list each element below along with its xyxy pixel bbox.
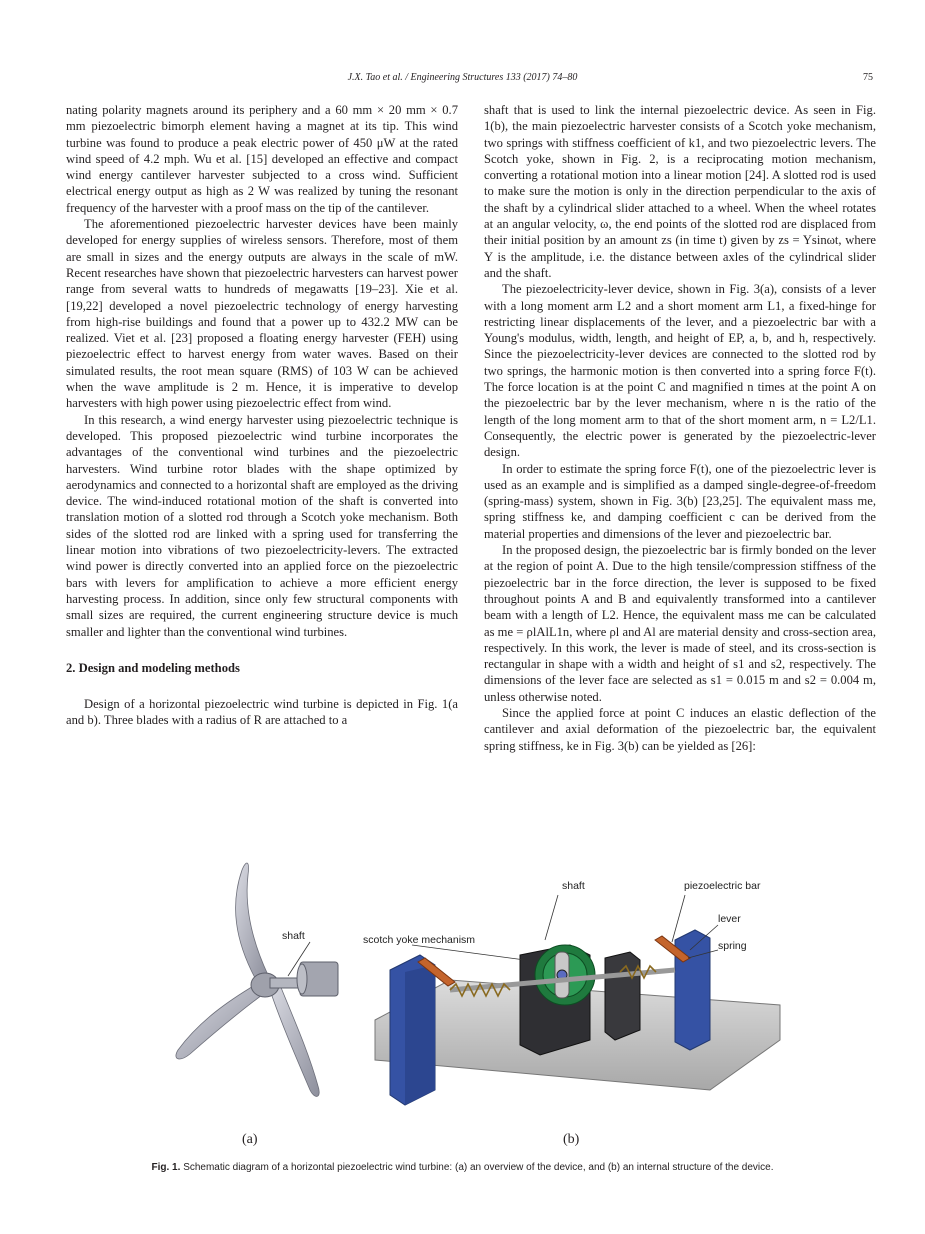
sublabel-b: (b) [563,1132,580,1147]
figure-1 [150,850,800,1150]
label-lever: lever [718,913,741,925]
left-paragraph-2: The aforementioned piezoelectric harvester devices have been mainly developed for energy supplies of wireless sensors. Therefore, most of them are small in sizes and the energy outputs are always in the scale of mW. Recent researches have shown that piezoelectric harvesters can harvest power range from several watts to hundreds of megawatts [19–23]. Xie et al. [19,22] developed a novel piezoelectric technology of energy harvesting from high-rise buildings and found that a power up to 432.2 MW can be realized. Viet et al. [23] proposed a floating energy harvester (FEH) using piezoelectric effect to harvest energy from water waves. Based on their simulated results, the root mean square (RMS) of 103 W can be achieved when the wave amplitude is 2 m. Hence, it is imperative to develop harvesters with high power using piezoelectric effect from wind. [66,217,458,411]
right-paragraph-1: shaft that is used to link the internal piezoelectric device. As seen in Fig. 1(b), the main piezoelectric harvester consists of a Scotch yoke mechanism, two springs with stiffness coefficient of k1, and two piezoelectric levers. The Scotch yoke, shown in Fig. 2, is a reciprocating motion mechanism, converting a rotational motion into a linear motion [24]. A slotted rod is used to make sure the motion is only in the direction perpendicular to the axis of the shaft by a cylindrical slider attached to a wheel. When the wheel rotates at an angular velocity, ω, the end points of the slotted rod are displaced from their initial position by an amount zs (in time t) given by zs = Ysinωt, where Y is the amplitude, i.e. the distance between axles of the cylindrical slider and the shaft. [484,103,876,280]
right-paragraph-2: The piezoelectricity-lever device, shown in Fig. 3(a), consists of a lever with a long moment arm L2 and a short moment arm L1, a fixed-hinge for restricting linear displacements of the lever, and a piezoelectric bar with a Young's modulus, width, length, and height of EP, a, b, and h, respectively. Since the piezoelectricity-lever devices are connected to the slotted rod by two springs, the harmonic motion is then converted into a spring force F(t). The force location is at the point C and magnified n times at the point A on the piezoelectric bar by the lever mechanism, where n is the ratio of the length of the long moment arm to that of the short moment arm, n = L2/L1. Consequently, the electric power is generated by the piezoelectric-lever design. [484,282,876,460]
right-paragraph-5: Since the applied force at point C induces an elastic deflection of the cantilever and axial deformation of the piezoelectric bar, the equivalent spring stiffness, ke in Fig. 3(b) can be yielded as [26]: [484,705,876,753]
left-paragraph-4: Design of a horizontal piezoelectric wind turbine is depicted in Fig. 1(a and b). Three blades with a radius of R are attached to a [66,697,458,728]
right-column [484,102,876,754]
running-title: J.X. Tao et al. / Engineering Structures 133 (2017) 74–80 [347,72,578,83]
wind-turbine-drawing [176,863,338,1096]
left-paragraph-3: In this research, a wind energy harvester using piezoelectric technique is developed. This proposed piezoelectric wind turbine incorporates the advantages of the conventional wind turbines and the piezoelectric harvesters. Wind turbine rotor blades with the shape optimized by aerodynamics and connected to a horizontal shaft are employed as the driving device. The wind-induced rotational motion of the shaft is converted into translation motion of a slotted rod through a Scotch yoke mechanism. Both sides of the slotted rod are linked with a spring used for transferring the linear motion into vibrations of two piezoelectricity-levers. The extracted wind power is directly converted into an applied force on the piezoelectric bars with levers for amplification to achieve a more efficient energy harvesting process. In addition, since only few structural components with small sizes are required, the current engineering structure device is much smaller and lighter than the conventional wind turbines. [66,412,459,639]
label-shaft-b: shaft [562,880,585,892]
page-number: 75 [863,72,873,83]
figure-illustration [150,850,800,1150]
left-paragraph-1: nating polarity magnets around its periphery and a 60 mm × 20 mm × 0.7 mm piezoelectric bimorph element having a magnet at its tip. This wind turbine was found to produce a peak electric power of 450 μW at the rated wind speed of 4.2 mph. Wu et al. [15] developed an effective and compact wind energy cantilever harvester subjected to a cross wind. Sufficient electrical energy output as high as 2 W was realized by tuning the resonant frequency of the harvester with a proof mass on the tip of the cantilever. [66,103,458,215]
label-scotch-yoke: scotch yoke mechanism [363,934,476,946]
left-column [66,102,458,729]
internal-structure-drawing [375,895,780,1105]
right-paragraph-3: In order to estimate the spring force F(t), one of the piezoelectric lever is used as an example and is simplified as a damped single-degree-of-freedom (spring-mass) system, shown in Fig. 3(b) [23,25]. The equivalent mass me, spring stiffness ke, and damping coefficient c can be derived from the material properties and dimensions of the lever and piezoelectric bar. [484,461,876,541]
section-heading: 2. Design and modeling methods [66,660,240,675]
page-header [0,72,925,88]
figure-caption [60,1162,865,1173]
label-shaft-a: shaft [282,930,305,942]
caption-label: Fig. 1. [151,1162,181,1173]
right-paragraph-4: In the proposed design, the piezoelectric bar is firmly bonded on the lever at the region of point A. Due to the high tensile/compression stiffness of the piezoelectric bar in the force direction, the lever is supposed to be fixed throughout points A and B and equivalently transformed into a cantilever beam with a length of L2. Hence, the equivalent mass me can be calculated as me = ρlAlL1n, where ρl and Al are material density and cross-section area, respectively. In this work, the lever is made of steel, and its cross-section is rectangular in shape with a width and height of s1 and s2, respectively. The dimensions of the lever face are selected as s1 = 0.015 m and s2 = 0.004 m, unless otherwise noted. [484,543,876,704]
label-spring: spring [718,940,747,952]
caption-text: Schematic diagram of a horizontal piezoelectric wind turbine: (a) an overview of the device, and (b) an internal structure of the device. [183,1162,774,1173]
label-piezoelectric-bar: piezoelectric bar [684,880,761,892]
sublabel-a: (a) [242,1132,258,1147]
